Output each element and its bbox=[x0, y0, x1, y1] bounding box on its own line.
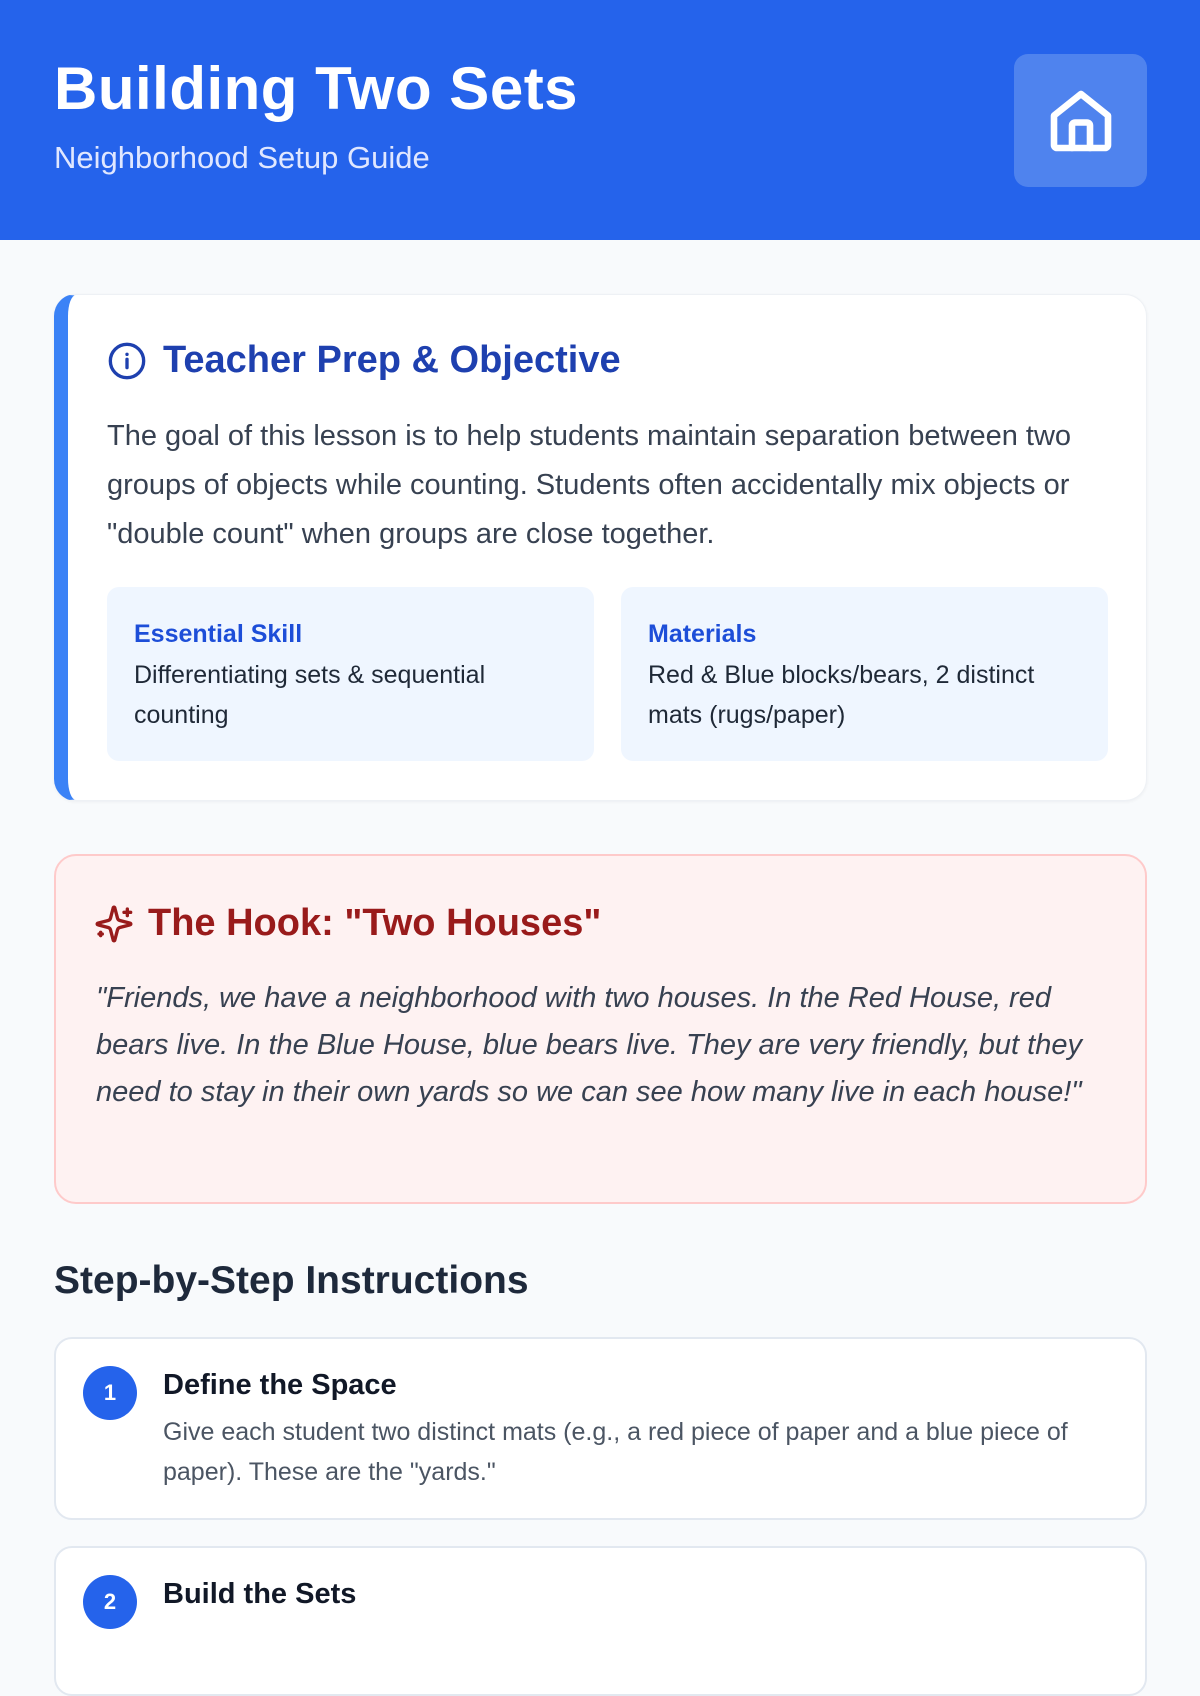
step-number-badge: 1 bbox=[83, 1366, 137, 1420]
teacher-prep-title: Teacher Prep & Objective bbox=[163, 339, 621, 381]
step-title: Build the Sets bbox=[163, 1578, 357, 1610]
step-description: Give each student two distinct mats (e.g., a red piece of paper and a blue piece of paper). These are the "yards." bbox=[163, 1418, 1068, 1486]
essential-skill-value: Differentiating sets & sequential counting bbox=[134, 661, 486, 729]
hook-title: The Hook: "Two Houses" bbox=[148, 902, 602, 944]
steps-section-heading: Step-by-Step Instructions bbox=[54, 1259, 529, 1302]
step-card bbox=[54, 1546, 1147, 1696]
page-header bbox=[0, 0, 1200, 240]
home-icon bbox=[1045, 85, 1117, 157]
materials-label: Materials bbox=[648, 620, 757, 648]
sparkles-icon bbox=[94, 904, 134, 944]
page-subtitle: Neighborhood Setup Guide bbox=[54, 140, 430, 175]
info-icon bbox=[107, 341, 147, 381]
step-title: Define the Space bbox=[163, 1369, 397, 1401]
teacher-prep-heading bbox=[107, 339, 621, 382]
materials-value: Red & Blue blocks/bears, 2 distinct mats (rugs/paper) bbox=[648, 661, 1035, 729]
page-title: Building Two Sets bbox=[54, 55, 579, 122]
step-card bbox=[54, 1337, 1147, 1520]
teacher-prep-description: The goal of this lesson is to help students maintain separation between two groups of objects while counting. Students often accidentally mix objects or "double count" when groups are close together. bbox=[107, 420, 1072, 550]
hook-quote: "Friends, we have a neighborhood with two houses. In the Red House, red bears live. In the Blue House, blue bears live. They are very friendly, but they need to stay in their own yards so we can see how many live in each house!" bbox=[96, 982, 1082, 1108]
step-number-badge: 2 bbox=[83, 1575, 137, 1629]
essential-skill-box bbox=[107, 587, 594, 761]
essential-skill-label: Essential Skill bbox=[134, 620, 303, 648]
materials-box bbox=[621, 587, 1108, 761]
home-button[interactable] bbox=[1014, 54, 1147, 187]
hook-heading bbox=[94, 902, 601, 945]
